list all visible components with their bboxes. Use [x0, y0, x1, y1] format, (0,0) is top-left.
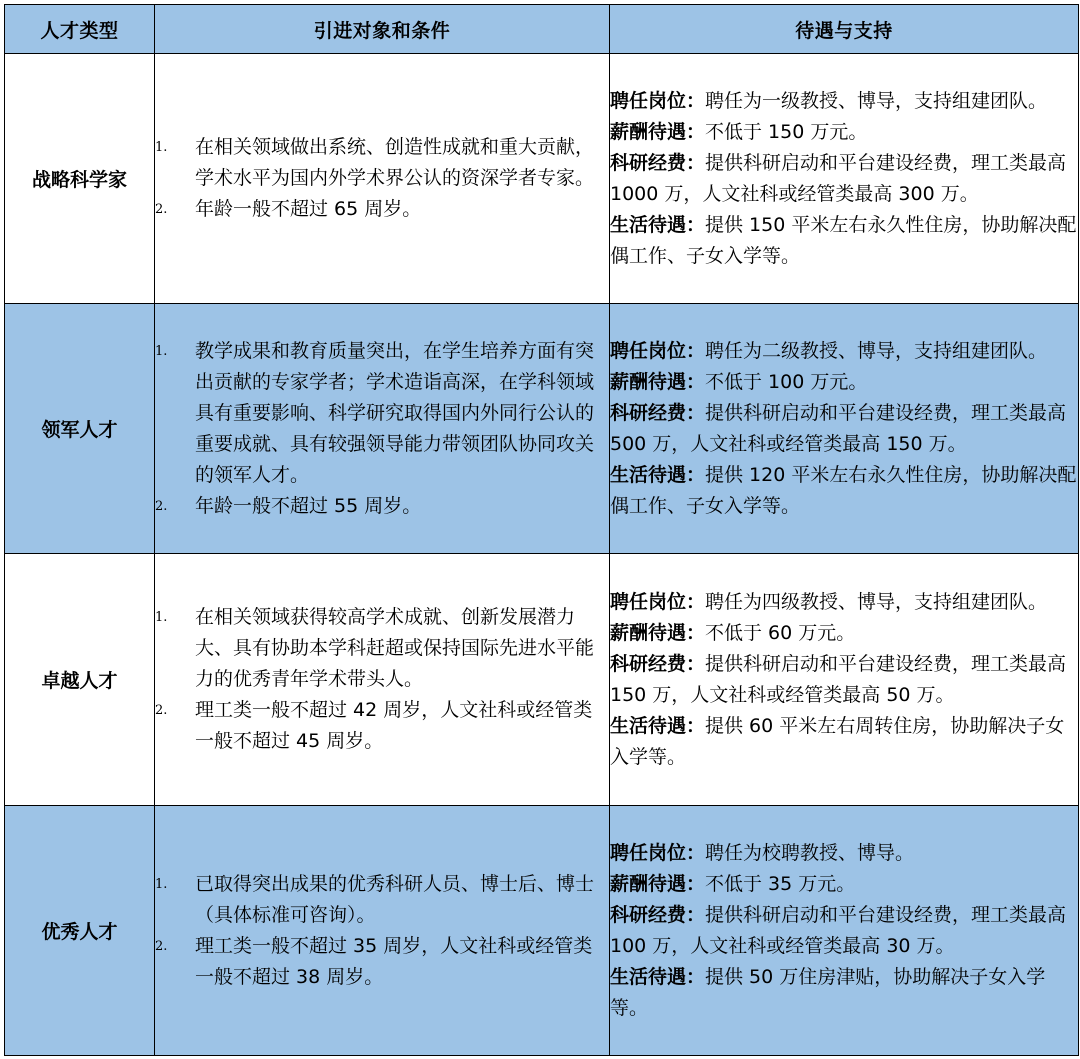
condition-text: 教学成果和教育质量突出，在学生培养方面有突出贡献的专家学者；学术造诣高深，在学科领域具有重要影响、科学研究取得国内外同行公认的重要成就、具有较强领导能力带领团队协同攻关的领军人才。 [195, 339, 595, 486]
benefit-text: 不低于 60 万元。 [705, 621, 856, 644]
benefit-label: 科研经费： [610, 652, 706, 675]
benefit-text: 提供科研启动和平台建设经费，理工类最高 150 万，人文社科或经管类最高 50 万。 [610, 652, 1067, 706]
benefit-research-funds [610, 900, 1078, 962]
benefit-label: 聘任岗位： [610, 339, 706, 362]
benefit-text: 提供科研启动和平台建设经费，理工类最高 1000 万，人文社科或经管类最高 300 万。 [610, 151, 1067, 205]
condition-text: 理工类一般不超过 42 周岁，人文社科或经管类一般不超过 45 周岁。 [195, 699, 593, 752]
benefit-label: 科研经费： [610, 401, 706, 424]
table-row [5, 304, 1079, 554]
benefit-position [610, 86, 1078, 117]
benefit-label: 聘任岗位： [610, 590, 706, 613]
benefit-position [610, 838, 1078, 869]
conditions-list [155, 869, 609, 993]
table-row [5, 554, 1079, 806]
condition-item [155, 695, 609, 757]
condition-item [155, 132, 609, 194]
conditions-cell [155, 554, 610, 806]
condition-text: 理工类一般不超过 35 周岁，人文社科或经管类一般不超过 38 周岁。 [195, 934, 593, 988]
condition-number: 2. [155, 938, 168, 954]
condition-text: 年龄一般不超过 65 周岁。 [195, 198, 422, 220]
benefit-research-funds [610, 398, 1078, 460]
benefit-salary [610, 869, 1078, 900]
benefits-cell [610, 554, 1079, 806]
condition-number: 1. [155, 140, 168, 155]
condition-text: 在相关领域做出系统、创造性成就和重大贡献，学术水平为国内外学术界公认的资深学者专家。 [195, 136, 595, 189]
condition-text: 已取得突出成果的优秀科研人员、博士后、博士（具体标准可咨询）。 [195, 872, 595, 926]
benefit-research-funds [610, 649, 1078, 711]
benefit-position [610, 587, 1078, 618]
benefit-text: 提供 150 平米左右永久性住房，协助解决配偶工作、子女入学等。 [610, 213, 1077, 267]
benefit-text: 聘任为二级教授、博导，支持组建团队。 [705, 339, 1048, 362]
table-row [5, 54, 1079, 304]
header-conditions: 引进对象和条件 [155, 5, 610, 54]
benefit-text: 提供科研启动和平台建设经费，理工类最高 100 万，人文社科或经管类最高 30 万。 [610, 903, 1067, 957]
condition-text: 年龄一般不超过 55 周岁。 [195, 494, 422, 517]
conditions-list [155, 132, 609, 225]
benefit-research-funds [610, 148, 1078, 210]
talent-type-cell: 领军人才 [5, 304, 155, 554]
condition-number: 1. [155, 343, 168, 359]
header-row [5, 5, 1079, 54]
benefit-label: 薪酬待遇： [610, 370, 706, 393]
benefit-label: 聘任岗位： [610, 89, 706, 112]
benefits-cell [610, 806, 1079, 1056]
condition-item [155, 869, 609, 931]
benefit-text: 不低于 150 万元。 [705, 120, 868, 143]
benefit-label: 薪酬待遇： [610, 120, 706, 143]
benefit-label: 聘任岗位： [610, 841, 706, 864]
condition-item [155, 194, 609, 225]
benefit-text: 提供 120 平米左右永久性住房，协助解决配偶工作、子女入学等。 [610, 463, 1077, 517]
condition-text: 在相关领域获得较高学术成就、创新发展潜力大、具有协助本学科赶超或保持国际先进水平能力的优秀青年学术带头人。 [195, 606, 595, 690]
benefits-cell [610, 54, 1079, 304]
benefit-salary [610, 618, 1078, 649]
condition-number: 2. [155, 202, 168, 217]
benefit-label: 科研经费： [610, 151, 706, 174]
condition-item [155, 336, 609, 491]
benefit-salary [610, 367, 1078, 398]
talent-table [4, 4, 1079, 1056]
benefit-position [610, 336, 1078, 367]
benefit-label: 薪酬待遇： [610, 621, 706, 644]
benefit-text: 提供 50 万住房津贴，协助解决子女入学等。 [610, 965, 1046, 1019]
condition-number: 1. [155, 610, 168, 625]
benefit-text: 聘任为四级教授、博导，支持组建团队。 [705, 590, 1048, 613]
table-row [5, 806, 1079, 1056]
conditions-cell [155, 806, 610, 1056]
talent-type-cell: 战略科学家 [5, 54, 155, 304]
talent-type-cell: 优秀人才 [5, 806, 155, 1056]
benefit-living [610, 460, 1078, 522]
benefit-text: 不低于 35 万元。 [705, 872, 856, 895]
talent-type-cell: 卓越人才 [5, 554, 155, 806]
benefit-salary [610, 117, 1078, 148]
benefit-living [610, 210, 1078, 272]
benefit-label: 生活待遇： [610, 213, 706, 236]
benefits-cell [610, 304, 1079, 554]
conditions-list [155, 336, 609, 522]
benefit-living [610, 711, 1078, 773]
condition-number: 2. [155, 703, 168, 718]
benefit-text: 提供 60 平米左右周转住房，协助解决子女入学等。 [610, 714, 1065, 768]
benefit-label: 科研经费： [610, 903, 706, 926]
conditions-cell [155, 304, 610, 554]
benefit-text: 聘任为校聘教授、博导。 [705, 841, 915, 864]
condition-item [155, 931, 609, 993]
benefit-text: 不低于 100 万元。 [705, 370, 868, 393]
conditions-list [155, 602, 609, 757]
benefit-label: 薪酬待遇： [610, 872, 706, 895]
condition-number: 2. [155, 498, 168, 514]
conditions-cell [155, 54, 610, 304]
benefit-text: 提供科研启动和平台建设经费，理工类最高 500 万，人文社科或经管类最高 150 万。 [610, 401, 1067, 455]
header-talent-type: 人才类型 [5, 5, 155, 54]
condition-item [155, 602, 609, 695]
benefit-label: 生活待遇： [610, 714, 706, 737]
benefit-living [610, 962, 1078, 1024]
header-benefits: 待遇与支持 [610, 5, 1079, 54]
benefit-text: 聘任为一级教授、博导，支持组建团队。 [705, 89, 1048, 112]
condition-number: 1. [155, 876, 168, 892]
benefit-label: 生活待遇： [610, 965, 706, 988]
condition-item [155, 491, 609, 522]
benefit-label: 生活待遇： [610, 463, 706, 486]
